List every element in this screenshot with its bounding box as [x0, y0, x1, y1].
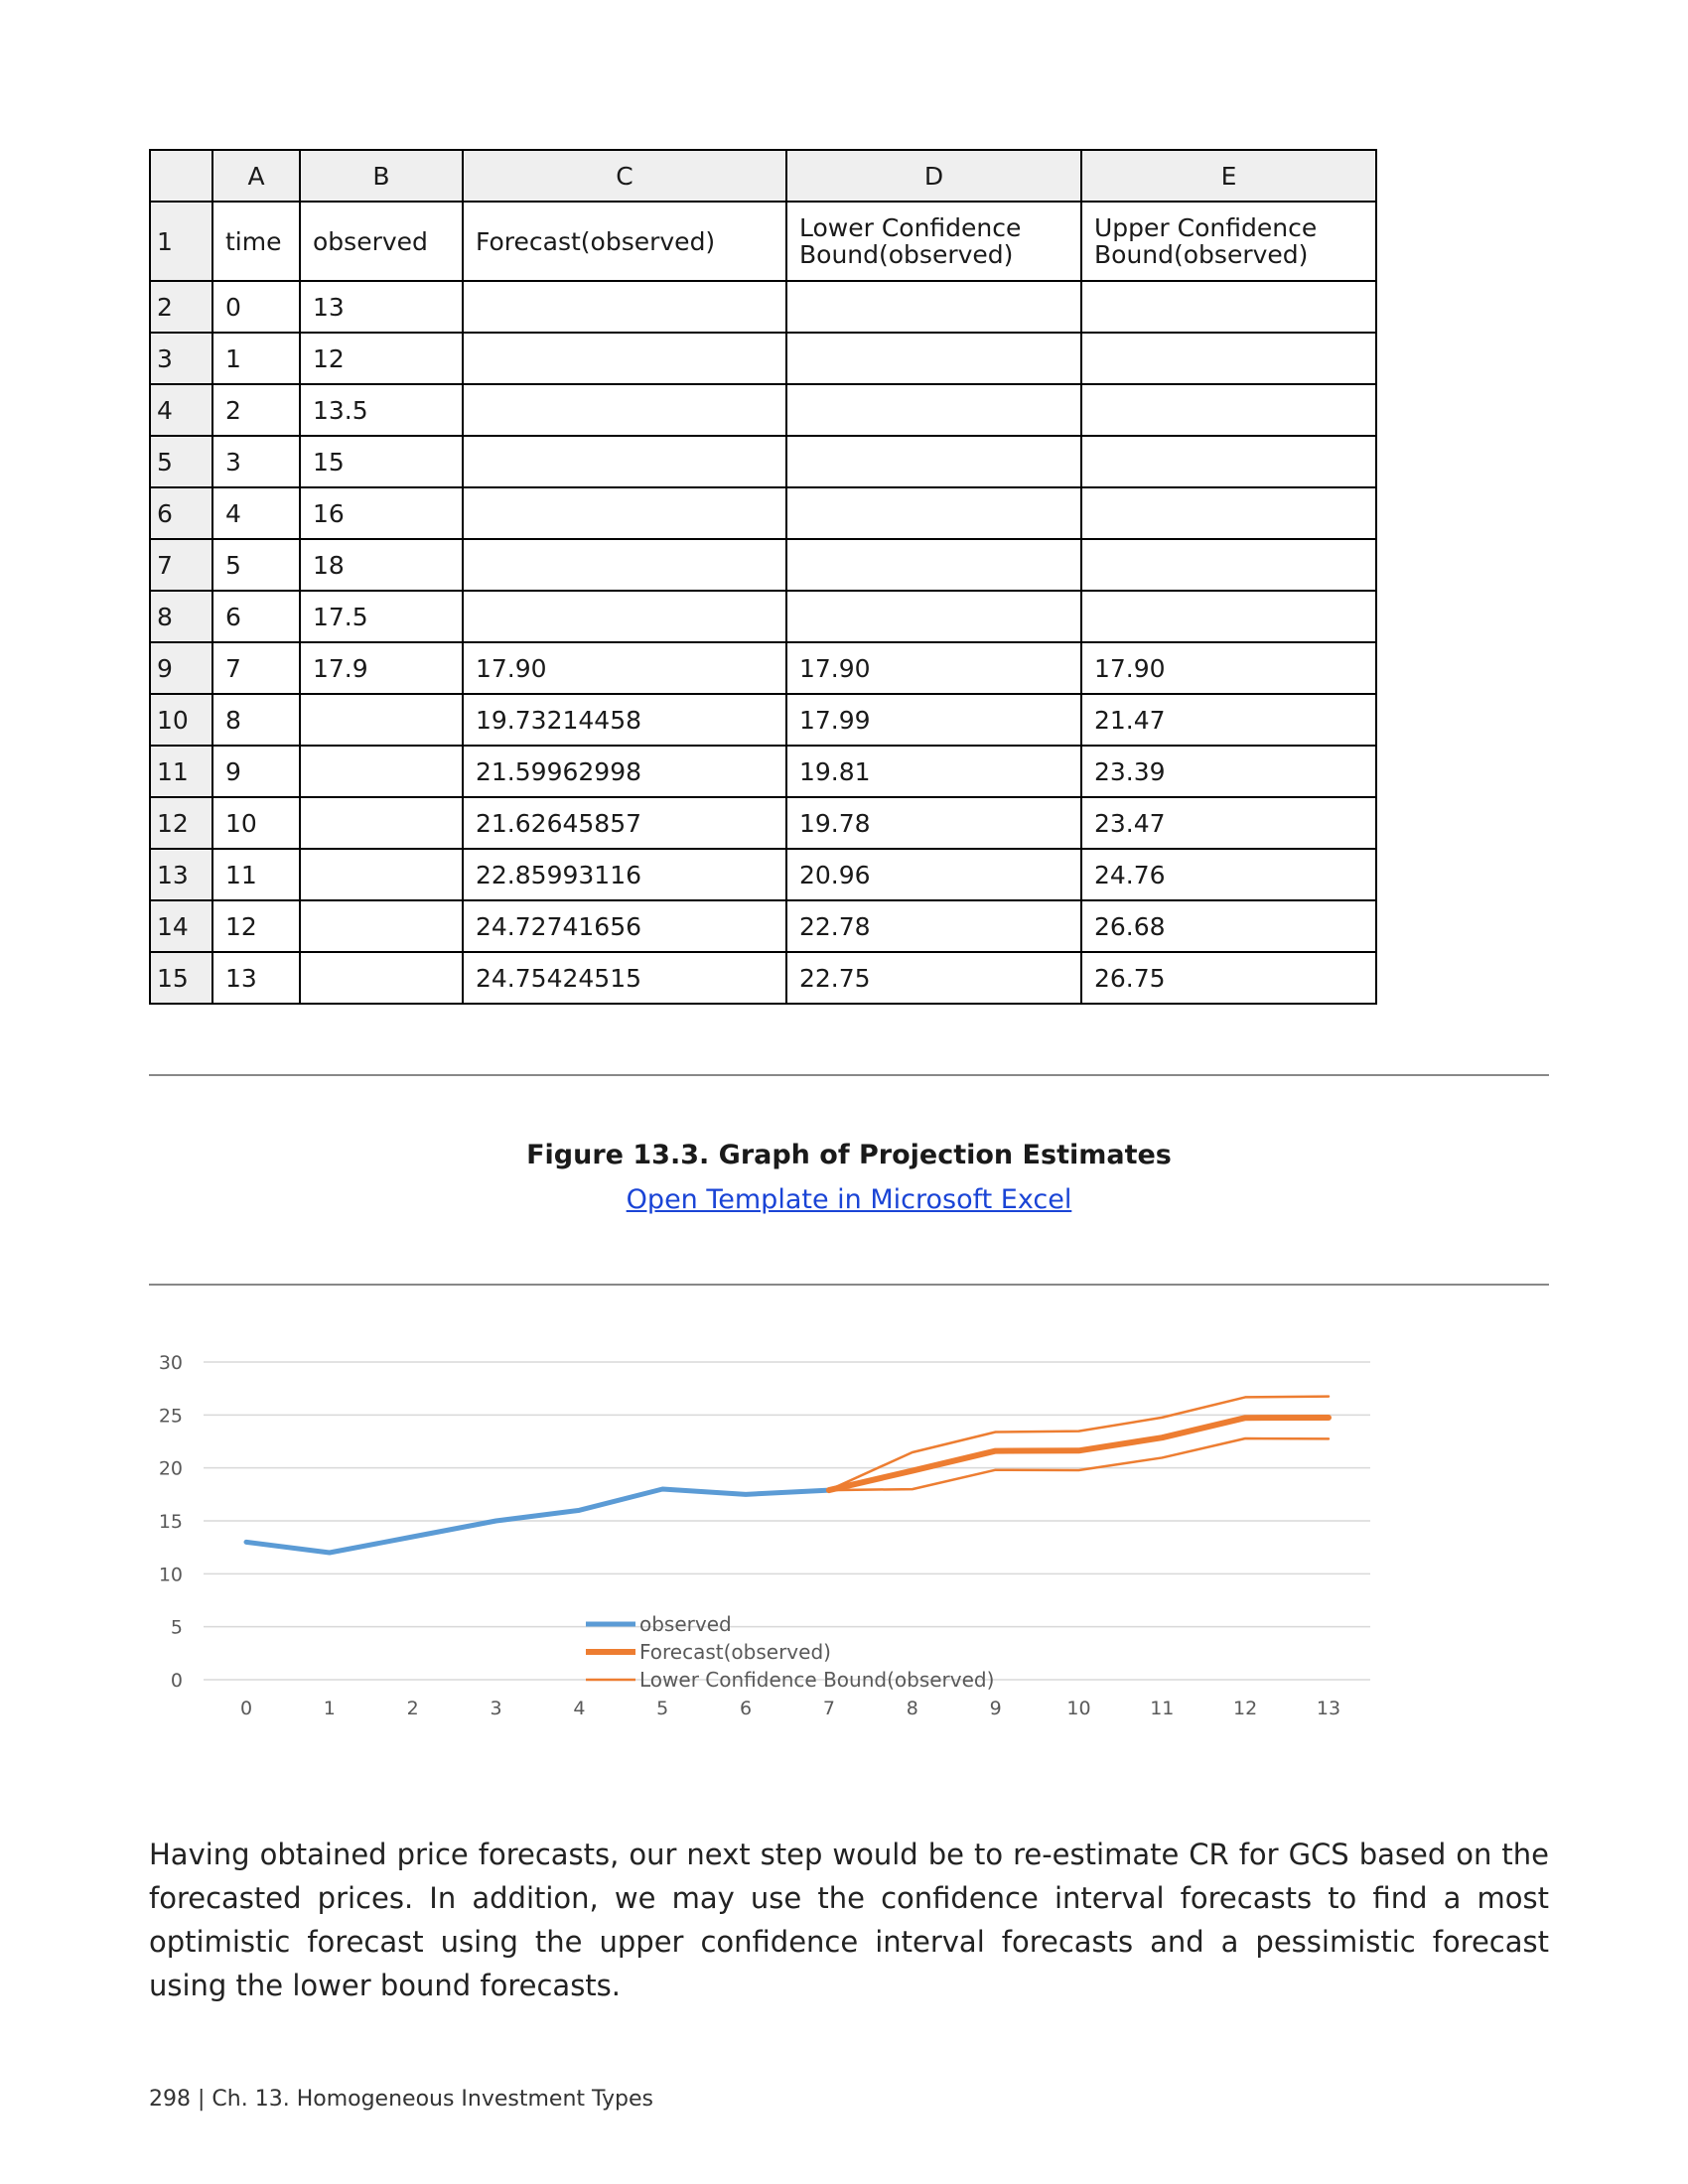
page-footer [149, 2087, 653, 2112]
y-axis-ticks [159, 1352, 183, 1692]
table-row [150, 436, 1376, 487]
table-cell [786, 384, 1081, 436]
row-number: 14 [150, 900, 212, 952]
footer-separator: | [198, 2087, 206, 2112]
legend-label: observed [639, 1612, 732, 1636]
table-cell [1081, 591, 1376, 642]
x-tick-label: 1 [323, 1698, 336, 1719]
table-cell [1081, 487, 1376, 539]
table-cell: 23.47 [1081, 797, 1376, 849]
table-cell [786, 539, 1081, 591]
column-letter: A [212, 150, 300, 202]
y-tick-label: 25 [158, 1405, 183, 1428]
y-tick-label: 0 [170, 1670, 183, 1692]
table-cell [463, 591, 786, 642]
table-cell: 8 [212, 694, 300, 746]
table-cell [300, 797, 463, 849]
x-axis-ticks [240, 1698, 1340, 1719]
y-tick-label: 20 [158, 1457, 183, 1480]
row-number: 15 [150, 952, 212, 1004]
table-cell: 22.78 [786, 900, 1081, 952]
table-cell [1081, 281, 1376, 333]
table-cell [300, 952, 463, 1004]
table-cell [786, 436, 1081, 487]
table-cell: 16 [300, 487, 463, 539]
table-cell: 24.75424515 [463, 952, 786, 1004]
table-row [150, 487, 1376, 539]
row-number: 3 [150, 333, 212, 384]
table-cell: 19.81 [786, 746, 1081, 797]
x-tick-label: 6 [740, 1698, 753, 1719]
figure-link-wrapper [149, 1184, 1549, 1215]
table-cell: 7 [212, 642, 300, 694]
table-row [150, 900, 1376, 952]
x-tick-label: 7 [822, 1698, 835, 1719]
row-number: 2 [150, 281, 212, 333]
table-cell: 3 [212, 436, 300, 487]
row-number: 4 [150, 384, 212, 436]
table-cell: 9 [212, 746, 300, 797]
x-tick-label: 9 [989, 1698, 1002, 1719]
table-cell: 11 [212, 849, 300, 900]
table-cell: 13 [212, 952, 300, 1004]
header-cell: time [212, 202, 300, 281]
table-cell: 0 [212, 281, 300, 333]
x-tick-label: 12 [1233, 1698, 1258, 1719]
table-row [150, 539, 1376, 591]
table-cell: 22.85993116 [463, 849, 786, 900]
row-number: 7 [150, 539, 212, 591]
table-cell: 15 [300, 436, 463, 487]
table-row [150, 797, 1376, 849]
projection-line-chart [149, 1330, 1400, 1757]
table-cell: 21.47 [1081, 694, 1376, 746]
row-number: 9 [150, 642, 212, 694]
legend-label: Forecast(observed) [639, 1640, 831, 1664]
x-tick-label: 0 [239, 1698, 253, 1719]
body-paragraph: Having obtained price forecasts, our next step would be to re-estimate CR for GCS based on the forecasted prices. In addition, we may use the confidence interval forecasts to find a most optimistic forecast using the upper confidence interval forecasts and a pessimistic forecast using the lower bound forecasts. [149, 1838, 1549, 2002]
table-cell: 6 [212, 591, 300, 642]
series-lines [246, 1397, 1329, 1553]
header-cell: Forecast(observed) [463, 202, 786, 281]
x-tick-label: 4 [573, 1698, 586, 1719]
bottom-divider [149, 1284, 1549, 1286]
row-number: 5 [150, 436, 212, 487]
column-letter-row [150, 150, 1376, 202]
legend-label: Lower Confidence Bound(observed) [639, 1668, 995, 1692]
table-cell: 19.73214458 [463, 694, 786, 746]
column-letter: C [463, 150, 786, 202]
table-cell: 12 [212, 900, 300, 952]
table-cell [786, 591, 1081, 642]
y-tick-label: 30 [158, 1352, 183, 1374]
table-cell: 24.76 [1081, 849, 1376, 900]
table-row [150, 849, 1376, 900]
row-number: 6 [150, 487, 212, 539]
y-tick-label: 10 [158, 1564, 183, 1586]
open-template-link[interactable]: Open Template in Microsoft Excel [626, 1184, 1072, 1215]
spreadsheet-table [149, 149, 1377, 1005]
table-cell [786, 487, 1081, 539]
x-tick-label: 11 [1150, 1698, 1175, 1719]
table-cell [1081, 436, 1376, 487]
x-tick-label: 13 [1316, 1698, 1341, 1719]
figure-caption: Figure 13.3. Graph of Projection Estimates [526, 1140, 1172, 1170]
table-cell [786, 333, 1081, 384]
table-cell: 19.78 [786, 797, 1081, 849]
row-number: 11 [150, 746, 212, 797]
table-cell [1081, 384, 1376, 436]
table-cell: 17.5 [300, 591, 463, 642]
series-line [829, 1418, 1329, 1490]
series-line [829, 1397, 1329, 1490]
table-cell [463, 333, 786, 384]
row-number: 12 [150, 797, 212, 849]
table-cell: 26.75 [1081, 952, 1376, 1004]
row-number: 10 [150, 694, 212, 746]
header-cell: Upper Confidence Bound(observed) [1081, 202, 1376, 281]
x-tick-label: 3 [490, 1698, 502, 1719]
table-cell: 18 [300, 539, 463, 591]
x-tick-label: 8 [906, 1698, 918, 1719]
table-cell [463, 281, 786, 333]
y-tick-label: 5 [170, 1616, 183, 1639]
table-cell: 13 [300, 281, 463, 333]
top-divider [149, 1074, 1549, 1076]
header-cell: observed [300, 202, 463, 281]
x-tick-label: 5 [656, 1698, 669, 1719]
table-cell: 20.96 [786, 849, 1081, 900]
table-cell: 22.75 [786, 952, 1081, 1004]
table-cell [300, 746, 463, 797]
table-cell [786, 281, 1081, 333]
x-tick-label: 2 [406, 1698, 419, 1719]
table-row [150, 746, 1376, 797]
page-number: 298 [149, 2087, 191, 2112]
table-cell [463, 384, 786, 436]
table-cell [463, 539, 786, 591]
table-cell [300, 900, 463, 952]
table-cell: 17.90 [786, 642, 1081, 694]
table-cell: 1 [212, 333, 300, 384]
table-cell [1081, 539, 1376, 591]
table-cell: 4 [212, 487, 300, 539]
column-letter: D [786, 150, 1081, 202]
table-cell: 21.59962998 [463, 746, 786, 797]
row-number: 8 [150, 591, 212, 642]
table-cell: 13.5 [300, 384, 463, 436]
table-cell: 17.9 [300, 642, 463, 694]
table-cell [300, 694, 463, 746]
table-row [150, 952, 1376, 1004]
table-cell: 17.90 [1081, 642, 1376, 694]
table-cell: 17.90 [463, 642, 786, 694]
table-row [150, 591, 1376, 642]
table-cell: 17.99 [786, 694, 1081, 746]
table-cell: 10 [212, 797, 300, 849]
table-row [150, 642, 1376, 694]
table-cell: 23.39 [1081, 746, 1376, 797]
table-row [150, 694, 1376, 746]
x-tick-label: 10 [1066, 1698, 1091, 1719]
table-cell: 21.62645857 [463, 797, 786, 849]
series-line [829, 1438, 1329, 1490]
corner-cell [150, 150, 212, 202]
table-row [150, 333, 1376, 384]
table-row [150, 281, 1376, 333]
table-cell [1081, 333, 1376, 384]
table-row [150, 384, 1376, 436]
table-cell: 26.68 [1081, 900, 1376, 952]
column-letter: E [1081, 150, 1376, 202]
table-cell [300, 849, 463, 900]
header-cell: Lower Confidence Bound(observed) [786, 202, 1081, 281]
y-tick-label: 15 [158, 1511, 183, 1533]
table-cell: 12 [300, 333, 463, 384]
chapter-title: Ch. 13. Homogeneous Investment Types [211, 2087, 654, 2112]
table-cell: 2 [212, 384, 300, 436]
table-cell [463, 436, 786, 487]
row-number: 13 [150, 849, 212, 900]
column-letter: B [300, 150, 463, 202]
table-cell: 24.72741656 [463, 900, 786, 952]
table-cell: 5 [212, 539, 300, 591]
header-row [150, 202, 1376, 281]
row-number: 1 [150, 202, 212, 281]
table-cell [463, 487, 786, 539]
legend [586, 1612, 994, 1692]
